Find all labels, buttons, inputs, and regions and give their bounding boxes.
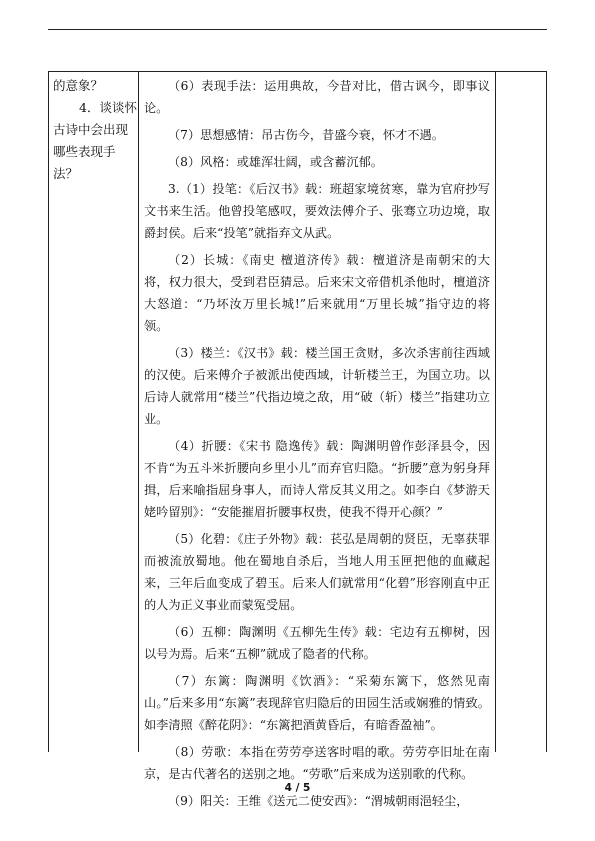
- answer-paragraph: （8）劳歌：本指在劳劳亭送客时唱的歌。劳劳亭旧址在南京，是古代著名的送别之地。“劳歌”后来成为送别歌的代称。: [144, 745, 490, 781]
- answer-paragraph: （6）表现手法：运用典故，今昔对比，借古讽今，即事议论。: [144, 79, 490, 115]
- answer-paragraph: （5）化碧：《庄子外物》载：苌弘是周朝的贤臣，无辜获罪而被流放蜀地。他在蜀地自杀后，当地人用玉匣把他的血藏起来，三年后血变成了碧玉。后来人们就常用“化碧”形容刚直中正的人为正义事业而蒙冤受屈。: [144, 532, 490, 612]
- answer-paragraph: （3）楼兰：《汉书》载：楼兰国王贪财，多次杀害前往西域的汉使。后来傅介子被派出使西域，计斩楼兰王，为国立功。以后诗人就常用“楼兰”代指边境之敌，用“破（斩）楼兰”指建功立业。: [144, 346, 490, 426]
- column-divider-right: [495, 72, 496, 752]
- answer-paragraph: 3.（1）投笔：《后汉书》载：班超家境贫寒，靠为官府抄写文书来生活。他曾投笔感叹，要效法傅介子、张骞立功边境，取爵封侯。后来“投笔”就指弃文从武。: [144, 182, 490, 240]
- page-number: 4 / 5: [284, 782, 311, 794]
- question-4: 4．谈谈怀古诗中会出现哪些表现手法？: [53, 100, 137, 181]
- column-divider-left: [138, 72, 139, 752]
- answer-paragraph: （7）思想感情：吊古伤今，昔盛今衰，怀才不遇。: [168, 128, 444, 142]
- question-column: [53, 75, 137, 185]
- header-rule: [48, 29, 547, 30]
- answer-paragraph: （8）风格：或雄浑壮阔，或含蓄沉郁。: [168, 155, 383, 169]
- answer-paragraph: （7）东篱：陶渊明《饮酒》：“采菊东篱下，悠然见南山。”后来多用“东篱”表现辞官归隐后的田园生活或娴雅的情致。如李清照《醉花阴》：“东篱把酒黄昏后，有暗香盈袖”。: [144, 674, 490, 732]
- answer-column: [144, 75, 490, 817]
- answer-paragraph: （6）五柳：陶渊明《五柳先生传》载：宅边有五柳树，因以号为焉。后来“五柳”就成了隐者的代称。: [144, 625, 490, 661]
- answer-paragraph: （4）折腰：《宋书 隐逸传》载：陶渊明曾作彭泽县令，因不肯“为五斗米折腰向乡里小儿”而弃官归隐。“折腰”意为躬身拜揖，后来喻指屈身事人，而诗人常反其义用之。如李白《梦游天姥吟留别》：“安能摧眉折腰事权贵，使我不得开心颜？”: [144, 439, 490, 519]
- question-fragment: 的意象？: [53, 78, 104, 93]
- answer-paragraph: （9）阳关：王维《送元二使安西》：“渭城朝雨浥轻尘，: [168, 794, 469, 808]
- answer-paragraph: （2）长城：《南史 檀道济传》载：檀道济是南朝宋的大将，权力很大，受到君臣猜忌。后来宋文帝借机杀他时，檀道济大怒道：“乃坏汝万里长城!”后来就用“万里长城”指守边的将领。: [144, 253, 490, 333]
